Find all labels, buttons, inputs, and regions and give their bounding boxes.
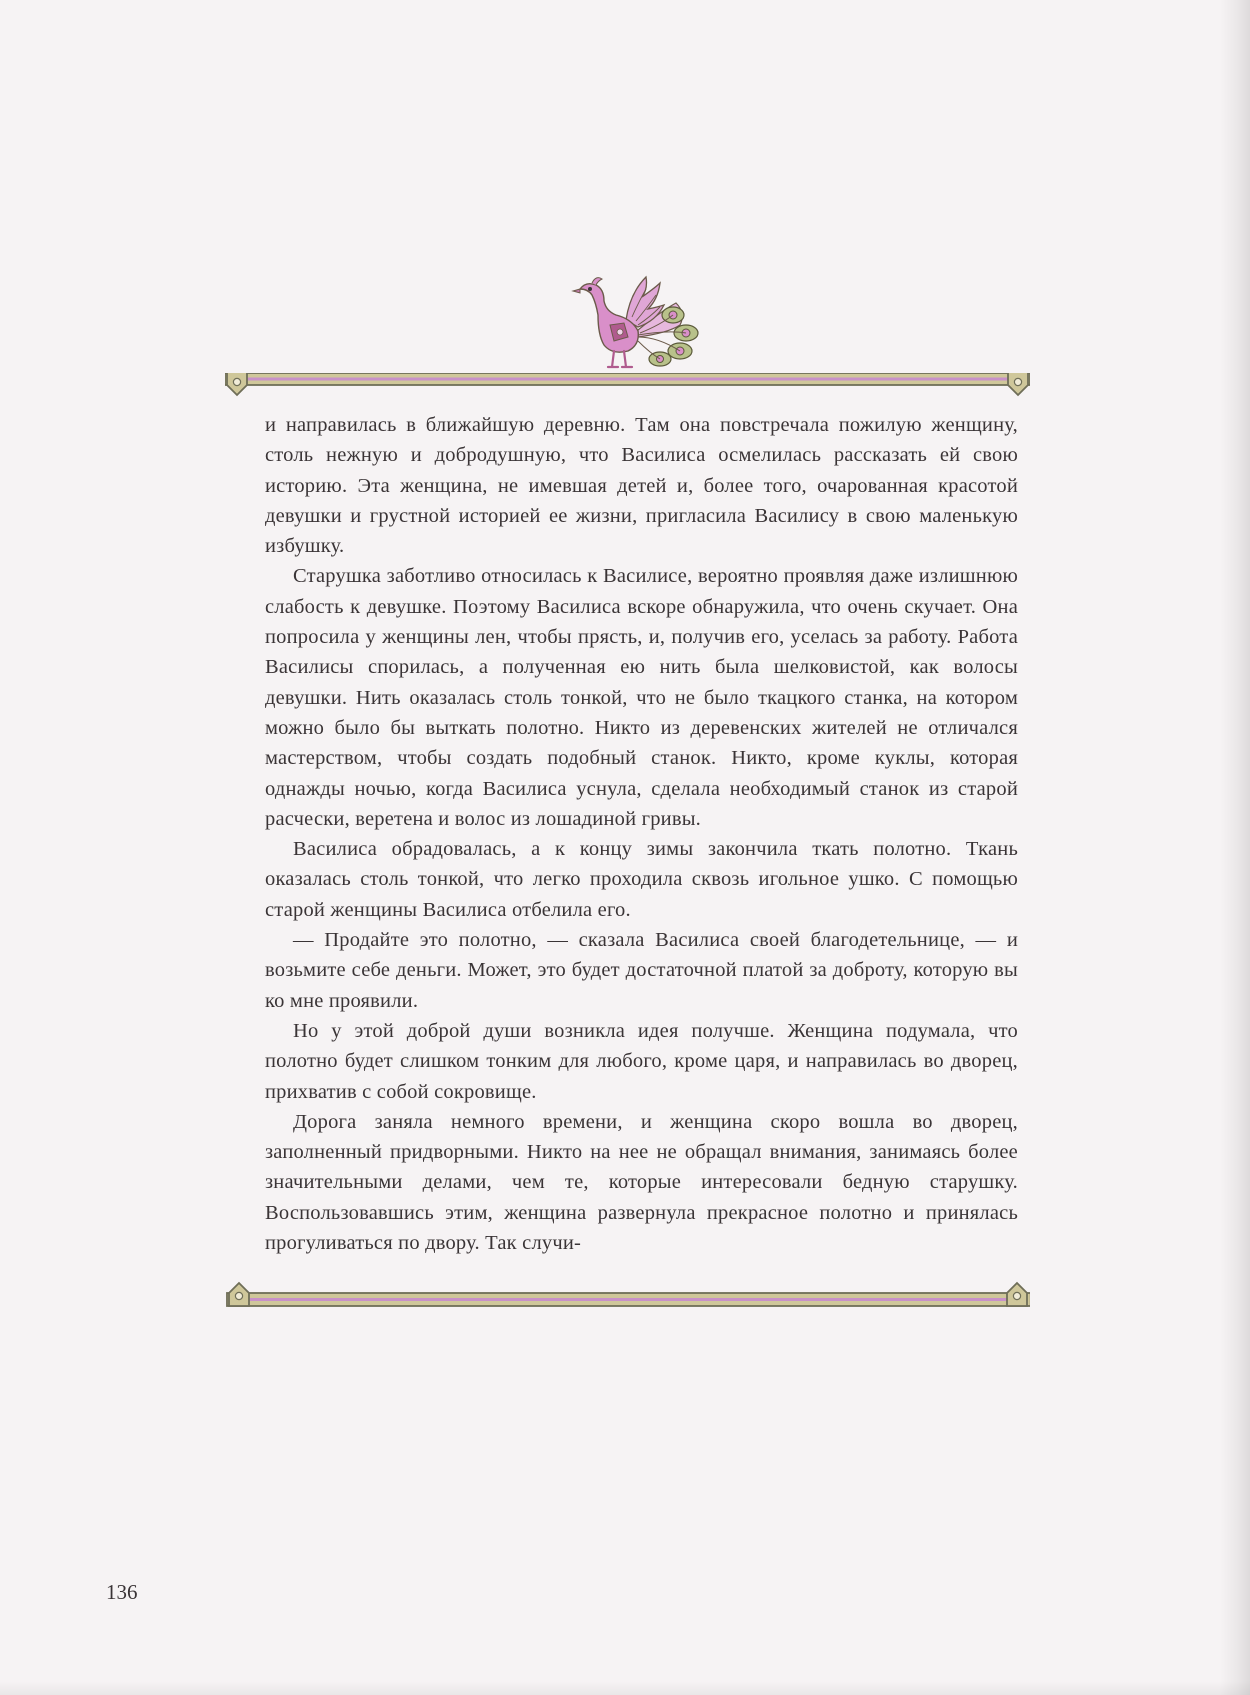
paragraph: — Продайте это полотно, — сказала Василиса своей благодетельнице, — и возьмите себе деньги. Может, это будет достаточной платой за доброту, которую вы ко мне проявили. — [265, 929, 1018, 1012]
top-ornamental-bar — [225, 373, 1030, 395]
firebird-legs — [608, 351, 632, 367]
page-gutter-shadow — [1220, 0, 1250, 1695]
firebird-icon — [568, 275, 718, 375]
paragraph: и направилась в ближайшую деревню. Там она повстречала пожилую женщину, столь нежную и добродушную, что Василиса осмелилась рассказать ей свою историю. Эта женщина, не имевшая детей и, более того, очарованная красотой девушки и грустной историей ее жизни, пригласила Василису в свою маленькую избушку. — [265, 414, 1018, 558]
bottom-ornamental-bar — [227, 1283, 1030, 1306]
page-bottom-shadow — [0, 1681, 1250, 1695]
paragraph: Дорога заняла немного времени, и женщина скоро вошла во дворец, заполненный придворными. Никто на нее не обращал внимания, занимаясь более значительными делами, чем те, которые интересовали бедную старушку. Воспользовавшись этим, женщина развернула прекрасное полотно и принялась прогуливаться по двору. Так случи- — [265, 1110, 1018, 1255]
story-text — [265, 410, 1018, 1258]
page-number: 136 — [106, 1580, 138, 1604]
paragraph: Но у этой доброй души возникла идея получше. Женщина подумала, что полотно будет слишком тонким для любого, кроме царя, и направилась во дворец, прихватив с собой сокровище. — [265, 1019, 1018, 1103]
paragraph: Старушка заботливо относилась к Василисе, вероятно проявляя даже излишнюю слабость к девушке. Поэтому Василиса вскоре обнаружила, что очень скучает. Она попросила у женщины лен, чтобы прясть, и, получив его, уселась за работу. Работа Василисы спорилась, а полученная ею нить была шелковистой, как волосы девушки. Нить оказалась столь тонкой, что не было ткацкого станка, на котором можно было бы выткать полотно. Никто из деревенских жителей не отличался мастерством, чтобы создать подобный станок. Никто, кроме куклы, которая однажды ночью, когда Василиса уснула, сделала необходимый станок из старой расчески, веретена и волос из лошадиной гривы. — [265, 565, 1018, 830]
firebird-eye — [588, 287, 592, 291]
paragraph: Василиса обрадовалась, а к концу зимы закончила ткать полотно. Ткань оказалась столь тонкой, что легко проходила сквозь игольное ушко. С помощью старой женщины Василиса отбелила его. — [265, 838, 1018, 921]
